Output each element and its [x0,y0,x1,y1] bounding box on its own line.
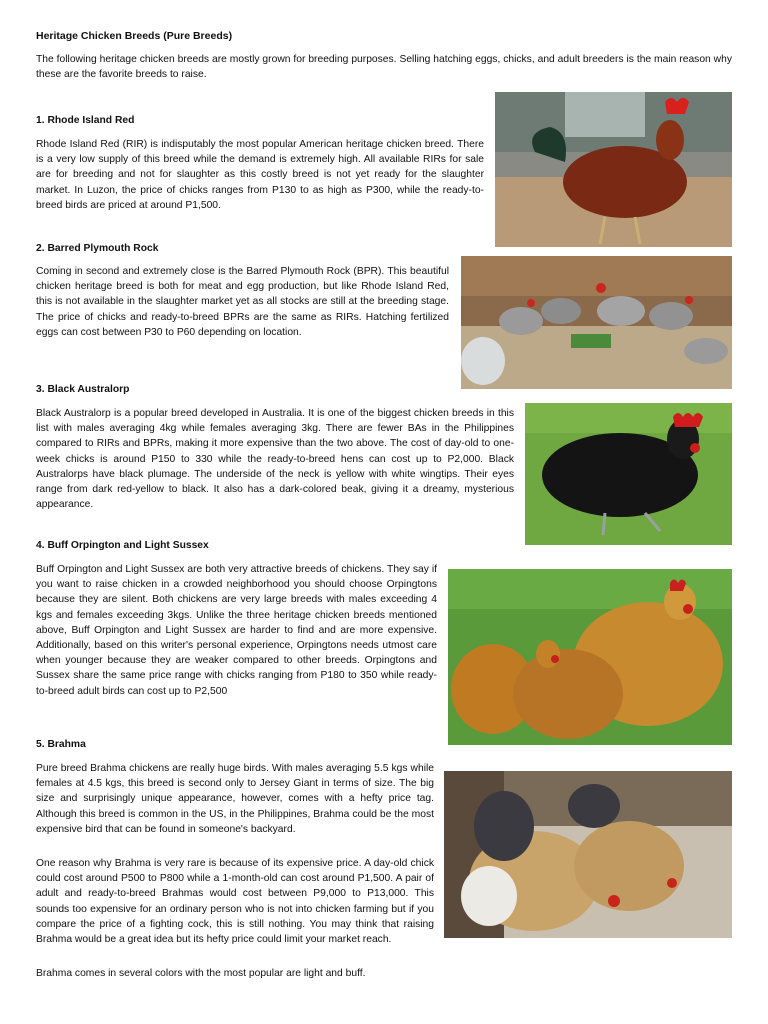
section-paragraph: Brahma comes in several colors with the most popular are light and buff. [36,968,366,979]
black-australorp-photo [525,403,732,545]
section-paragraph: One reason why Brahma is very rare is because of its expensive price. A day-old chick could cost around P500 to P800 while a 1-month-old can cost around P1,500. A pair of adult and ready-to-breed Brahmas would cost between P9,000 to P13,000. This sounds too expensive for an ordinary person who is not into chicken farming but if you compare the price of a fighting cock, this is still nothing. You may think that raising Brahma would be a great idea but its hefty price could limit your market reach. [36,858,434,946]
brahma-photo [444,771,732,938]
section-heading-black-australorp: 3. Black Australorp [36,384,130,395]
page-title: Heritage Chicken Breeds (Pure Breeds) [36,30,233,42]
section-heading-rhode-island-red: 1. Rhode Island Red [36,115,135,126]
buff-orpington-photo [448,569,732,745]
section-paragraph: Black Australorp is a popular breed developed in Australia. It is one of the biggest chicken breeds in this list with males averaging 4kg while females averaging 3kg. There are fewer BAs in the Philippines compared to RIRs and BPRs, making it more expensive than the two above. The cost of day-old to one-week chicks is around P150 to 330 while the ready-to-breed hens can cost up to P2,000. Black Australorps have black plumage. The underside of the neck is yellow with white wingtips. Their eyes range from dark red-yellow to black. It also has a dark-colored beak, giving it a dreamy, mysterious appearance. [36,408,514,511]
section-heading-buff-orpington-light-sussex: 4. Buff Orpington and Light Sussex [36,540,209,551]
rhode-island-red-photo [495,92,732,247]
barred-plymouth-rock-photo [461,256,732,389]
intro-paragraph: The following heritage chicken breeds are mostly grown for breeding purposes. Selling hatching eggs, chicks, and adult breeders is the main reason why these are the favorite breeds to raise. [36,54,732,81]
section-heading-barred-plymouth-rock: 2. Barred Plymouth Rock [36,243,159,254]
section-paragraph: Coming in second and extremely close is the Barred Plymouth Rock (BPR). This beautiful chicken heritage breed is both for meat and egg production, but like Rhode Island Red, this is not available in the slaughter market yet as all stocks are still at the breeding stage. The price of chicks and ready-to-breed BPRs are the same as RIRs. Hatching fertilized eggs can cost between P30 to P60 depending on location. [36,266,449,338]
section-heading-brahma: 5. Brahma [36,739,86,750]
section-paragraph: Rhode Island Red (RIR) is indisputably the most popular American heritage chicken breed. There is a very low supply of this breed while the demand is extremely high. All available RIRs for sale are for breeding and not for slaughter as this costly breed is not yet ready for the slaughter market. In Luzon, the price of chicks ranges from P130 to as high as P300, while the ready-to-breed birds are priced at around P1,500. [36,139,484,211]
section-paragraph: Pure breed Brahma chickens are really huge birds. With males averaging 5.5 kgs while females at 4.5 kgs, this breed is second only to Jersey Giant in terms of size. The big size and surprisingly unique appearance, however, comes with a hefty price tag. Although this breed is common in the US, in the Philippines, Brahma could be the most expensive bird that can be found in someone's backyard. [36,763,434,835]
section-paragraph: Buff Orpington and Light Sussex are both very attractive breeds of chickens. They say if you want to raise chicken in a crowded neighborhood you should choose Orpingtons because they are silent. Both chickens are very large breeds with males exceeding 4 kgs and females exceeding 3kgs. Unlike the three heritage chicken breeds mentioned above, Buff Orpington and Light Sussex are harder to find and are more expensive. Additionally, based on this writer's personal experience, Orpingtons needs utmost care when younger because they are weaker compared to other breeds. Orpingtons and Sussex share the same price range with chicks ranging from P180 to 350 while ready-to-breed adult birds can cost up to P2,500 [36,564,437,697]
